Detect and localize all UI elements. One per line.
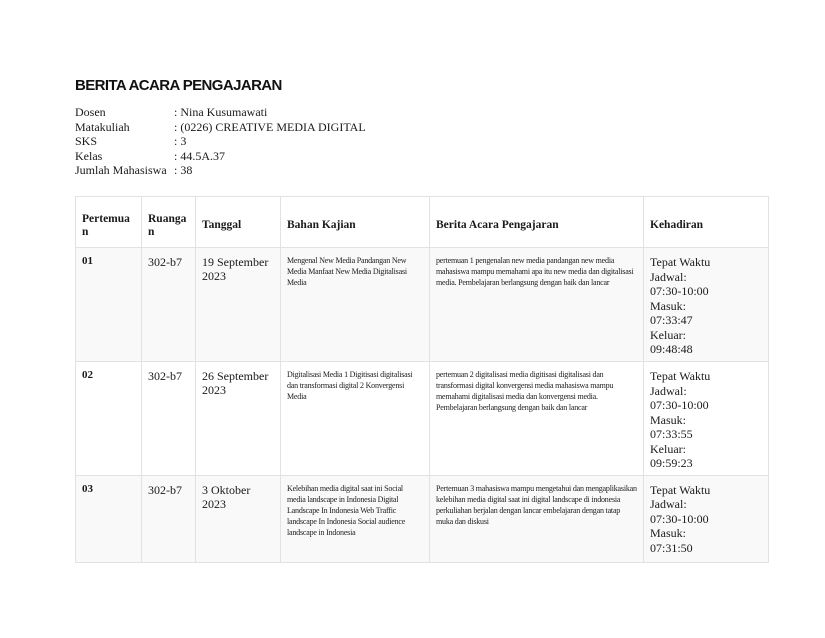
cell-pertemuan: 03 [76,475,142,562]
table-row [76,248,769,362]
table-row [76,362,769,476]
header-kehadiran: Kehadiran [644,197,769,248]
meta-value: : 44.5A.37 [174,148,225,163]
course-info [75,105,366,178]
cell-ruangan: 302-b7 [142,475,196,562]
meta-row-jumlah-mahasiswa [75,163,366,178]
meta-row-matakuliah [75,120,366,135]
page-title: BERITA ACARA PENGAJARAN [75,77,282,94]
kehadiran-jadwal-label: Jadwal: [650,497,687,511]
kehadiran-jadwal-value: 07:30-10:00 [650,398,709,412]
meta-label: Jumlah Mahasiswa [75,163,167,177]
meta-row-sks [75,134,366,149]
cell-bahan-kajian: Mengenal New Media Pandangan New Media Manfaat New Media Digitalisasi Media [281,248,430,362]
kehadiran-masuk-value: 07:31:50 [650,540,693,555]
cell-berita-acara: pertemuan 2 digitalisasi media digitisasi digitalisasi dan transformasi digital konvergensi media mahasiswa mampu memahami digitalisasi media dan konvergensi media. Pembelajaran berlangsung dengan baik dan lancar [430,362,644,476]
kehadiran-keluar-label: Keluar: [650,327,686,342]
meta-value: : (0226) CREATIVE MEDIA DIGITAL [174,119,366,134]
cell-ruangan: 302-b7 [142,248,196,362]
kehadiran-masuk-label: Masuk: [650,412,686,427]
meta-label: Kelas [75,148,103,163]
meta-label: Matakuliah [75,119,130,134]
kehadiran-status: Tepat Waktu [650,369,711,383]
kehadiran-masuk-label: Masuk: [650,298,686,313]
cell-kehadiran [644,475,769,562]
header-bahan-kajian: Bahan Kajian [281,197,430,248]
cell-bahan-kajian: Kelebihan media digital saat ini Social media landscape in Indonesia Digital Landscape In Indonesia Web Traffic landscape In Indonesia Social audience landscape in Indonesia [281,475,430,562]
cell-berita-acara: pertemuan 1 pengenalan new media pandangan new media mahasiswa mampu memahami apa itu new media dan digitalisasi media. Pembelajaran berlangsung dengan baik dan lancar [430,248,644,362]
kehadiran-masuk-label: Masuk: [650,526,686,540]
cell-tanggal: 19 September 2023 [196,248,281,362]
header-tanggal: Tanggal [196,197,281,248]
cell-pertemuan: 02 [76,362,142,476]
meta-row-kelas [75,149,366,164]
header-ruangan: Ruangan [142,197,196,248]
meta-label: Dosen [75,105,106,119]
cell-tanggal: 3 Oktober 2023 [196,475,281,562]
cell-ruangan: 302-b7 [142,362,196,476]
kehadiran-keluar-value: 09:59:23 [650,456,693,470]
cell-tanggal: 26 September 2023 [196,362,281,476]
kehadiran-keluar-value: 09:48:48 [650,342,693,356]
kehadiran-keluar-label: Keluar: [650,441,686,456]
kehadiran-jadwal-label: Jadwal: [650,269,687,284]
cell-berita-acara: Pertemuan 3 mahasiswa mampu mengetahui dan mengaplikasikan kelebihan media digital saat ini digital landscape di indonesia perkuliahan berjalan dengan lancar embelajaran dengan tatap muka dan diskusi [430,475,644,562]
header-pertemuan: Pertemuan [76,197,142,248]
meta-row-dosen [75,105,366,120]
meta-value: : 3 [174,134,187,148]
kehadiran-masuk-value: 07:33:47 [650,313,693,327]
kehadiran-status: Tepat Waktu [650,482,711,497]
table-header-row [76,197,769,248]
kehadiran-jadwal-value: 07:30-10:00 [650,511,709,526]
attendance-table [75,196,769,563]
cell-pertemuan: 01 [76,248,142,362]
kehadiran-jadwal-value: 07:30-10:00 [650,284,709,298]
meta-label: SKS [75,134,98,148]
kehadiran-jadwal-label: Jadwal: [650,383,687,398]
meta-value: : Nina Kusumawati [174,105,268,119]
kehadiran-status: Tepat Waktu [650,255,711,269]
header-berita-acara: Berita Acara Pengajaran [430,197,644,248]
meta-value: : 38 [174,163,193,177]
cell-kehadiran [644,362,769,476]
cell-bahan-kajian: Digitalisasi Media 1 Digitisasi digitalisasi dan transformasi digital 2 Konvergensi Media [281,362,430,476]
cell-kehadiran [644,248,769,362]
kehadiran-masuk-value: 07:33:55 [650,427,693,441]
table-row [76,475,769,562]
